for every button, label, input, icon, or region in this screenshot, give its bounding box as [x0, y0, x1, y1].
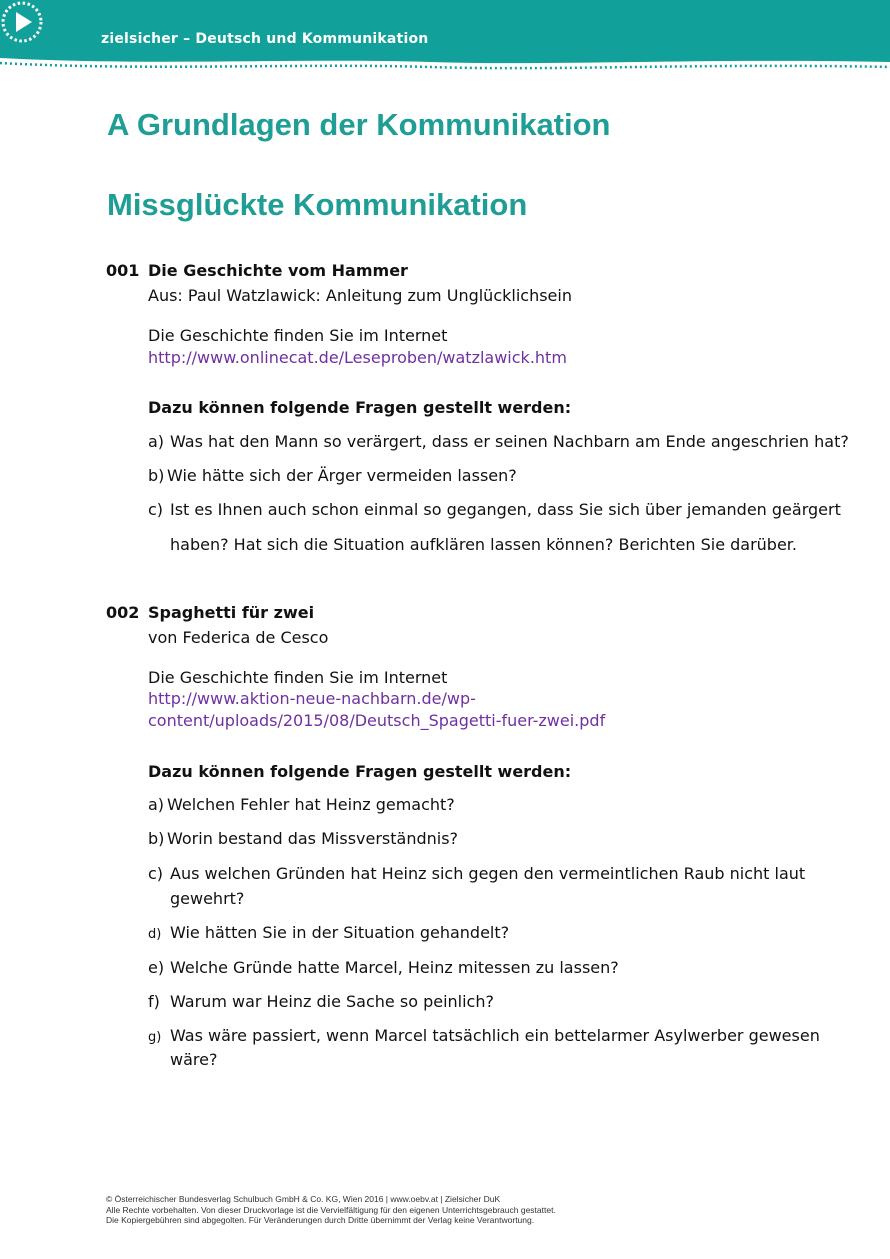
question-e	[148, 958, 619, 977]
question-text: haben? Hat sich die Situation aufklären lassen können? Berichten Sie darüber.	[170, 535, 797, 554]
question-label: b)	[148, 466, 165, 485]
story-link-line-2[interactable]: content/uploads/2015/08/Deutsch_Spagetti-fuer-zwei.pdf	[148, 711, 606, 730]
question-label: f)	[148, 992, 160, 1011]
section-source: Aus: Paul Watzlawick: Anleitung zum Unglücklichsein	[148, 286, 572, 305]
page-title: A Grundlagen der Kommunikation	[107, 107, 611, 142]
section-title: Spaghetti für zwei	[148, 603, 315, 622]
question-a	[148, 432, 849, 451]
section-source: von Federica de Cesco	[148, 628, 329, 647]
question-c	[148, 500, 841, 519]
page-subtitle: Missglückte Kommunikation	[107, 187, 528, 222]
section-number: 001	[106, 261, 140, 280]
question-label: a)	[148, 432, 165, 451]
section-number: 002	[106, 603, 140, 622]
question-f	[148, 992, 494, 1011]
question-text: Wie hätten Sie in der Situation gehandelt?	[170, 923, 510, 942]
story-link[interactable]: http://www.onlinecat.de/Leseproben/watzlawick.htm	[148, 348, 567, 367]
question-text: Worin bestand das Missverständnis?	[167, 829, 459, 848]
question-label: a)	[148, 795, 165, 814]
question-label: c)	[148, 864, 164, 883]
footer-line-3: Die Kopiergebühren sind abgegolten. Für Veränderungen durch Dritte übernimmt der Verlag keine Verantwortung.	[106, 1215, 535, 1225]
questions-heading: Dazu können folgende Fragen gestellt werden:	[148, 398, 572, 417]
question-label: e)	[148, 958, 165, 977]
questions-heading: Dazu können folgende Fragen gestellt werden:	[148, 762, 572, 781]
question-text: Aus welchen Gründen hat Heinz sich gegen den vermeintlichen Raub nicht laut	[170, 864, 806, 883]
brand-name: zielsicher – Deutsch und Kommunikation	[101, 31, 429, 47]
question-g	[148, 1026, 820, 1045]
story-link-line-1[interactable]: http://www.aktion-neue-nachbarn.de/wp-	[148, 689, 476, 708]
section-intro: Die Geschichte finden Sie im Internet	[148, 668, 448, 687]
question-text: Was hat den Mann so verärgert, dass er seinen Nachbarn am Ende angeschrien hat?	[170, 432, 849, 451]
question-b	[148, 466, 517, 485]
question-text: wäre?	[170, 1050, 218, 1069]
question-label: g)	[148, 1030, 162, 1045]
play-logo-icon	[0, 0, 44, 44]
section-title: Die Geschichte vom Hammer	[148, 261, 408, 280]
question-b	[148, 829, 459, 848]
question-text: Welchen Fehler hat Heinz gemacht?	[167, 795, 455, 814]
question-text: Ist es Ihnen auch schon einmal so gegangen, dass Sie sich über jemanden geärgert	[170, 500, 841, 519]
question-label: b)	[148, 829, 165, 848]
question-text: gewehrt?	[170, 889, 245, 908]
question-a	[148, 795, 455, 814]
section-intro: Die Geschichte finden Sie im Internet	[148, 326, 448, 345]
header-banner	[0, 0, 890, 80]
question-label: d)	[148, 927, 162, 942]
question-text: Was wäre passiert, wenn Marcel tatsächlich ein bettelarmer Asylwerber gewesen	[170, 1026, 820, 1045]
footer-line-2: Alle Rechte vorbehalten. Von dieser Druckvorlage ist die Vervielfältigung für den eigenen Unterrichtsgebrauch gestattet.	[106, 1204, 556, 1215]
footer-copyright	[106, 1194, 556, 1226]
question-text: Warum war Heinz die Sache so peinlich?	[170, 992, 494, 1011]
question-text: Wie hätte sich der Ärger vermeiden lassen?	[167, 466, 517, 485]
question-text: Welche Gründe hatte Marcel, Heinz mitessen zu lassen?	[170, 958, 619, 977]
footer-line-1: © Österreichischer Bundesverlag Schulbuch GmbH & Co. KG, Wien 2016 | www.oebv.at | Zielsicher DuK	[106, 1194, 501, 1204]
question-d	[148, 923, 510, 942]
question-label: c)	[148, 500, 164, 519]
question-c	[148, 864, 806, 883]
